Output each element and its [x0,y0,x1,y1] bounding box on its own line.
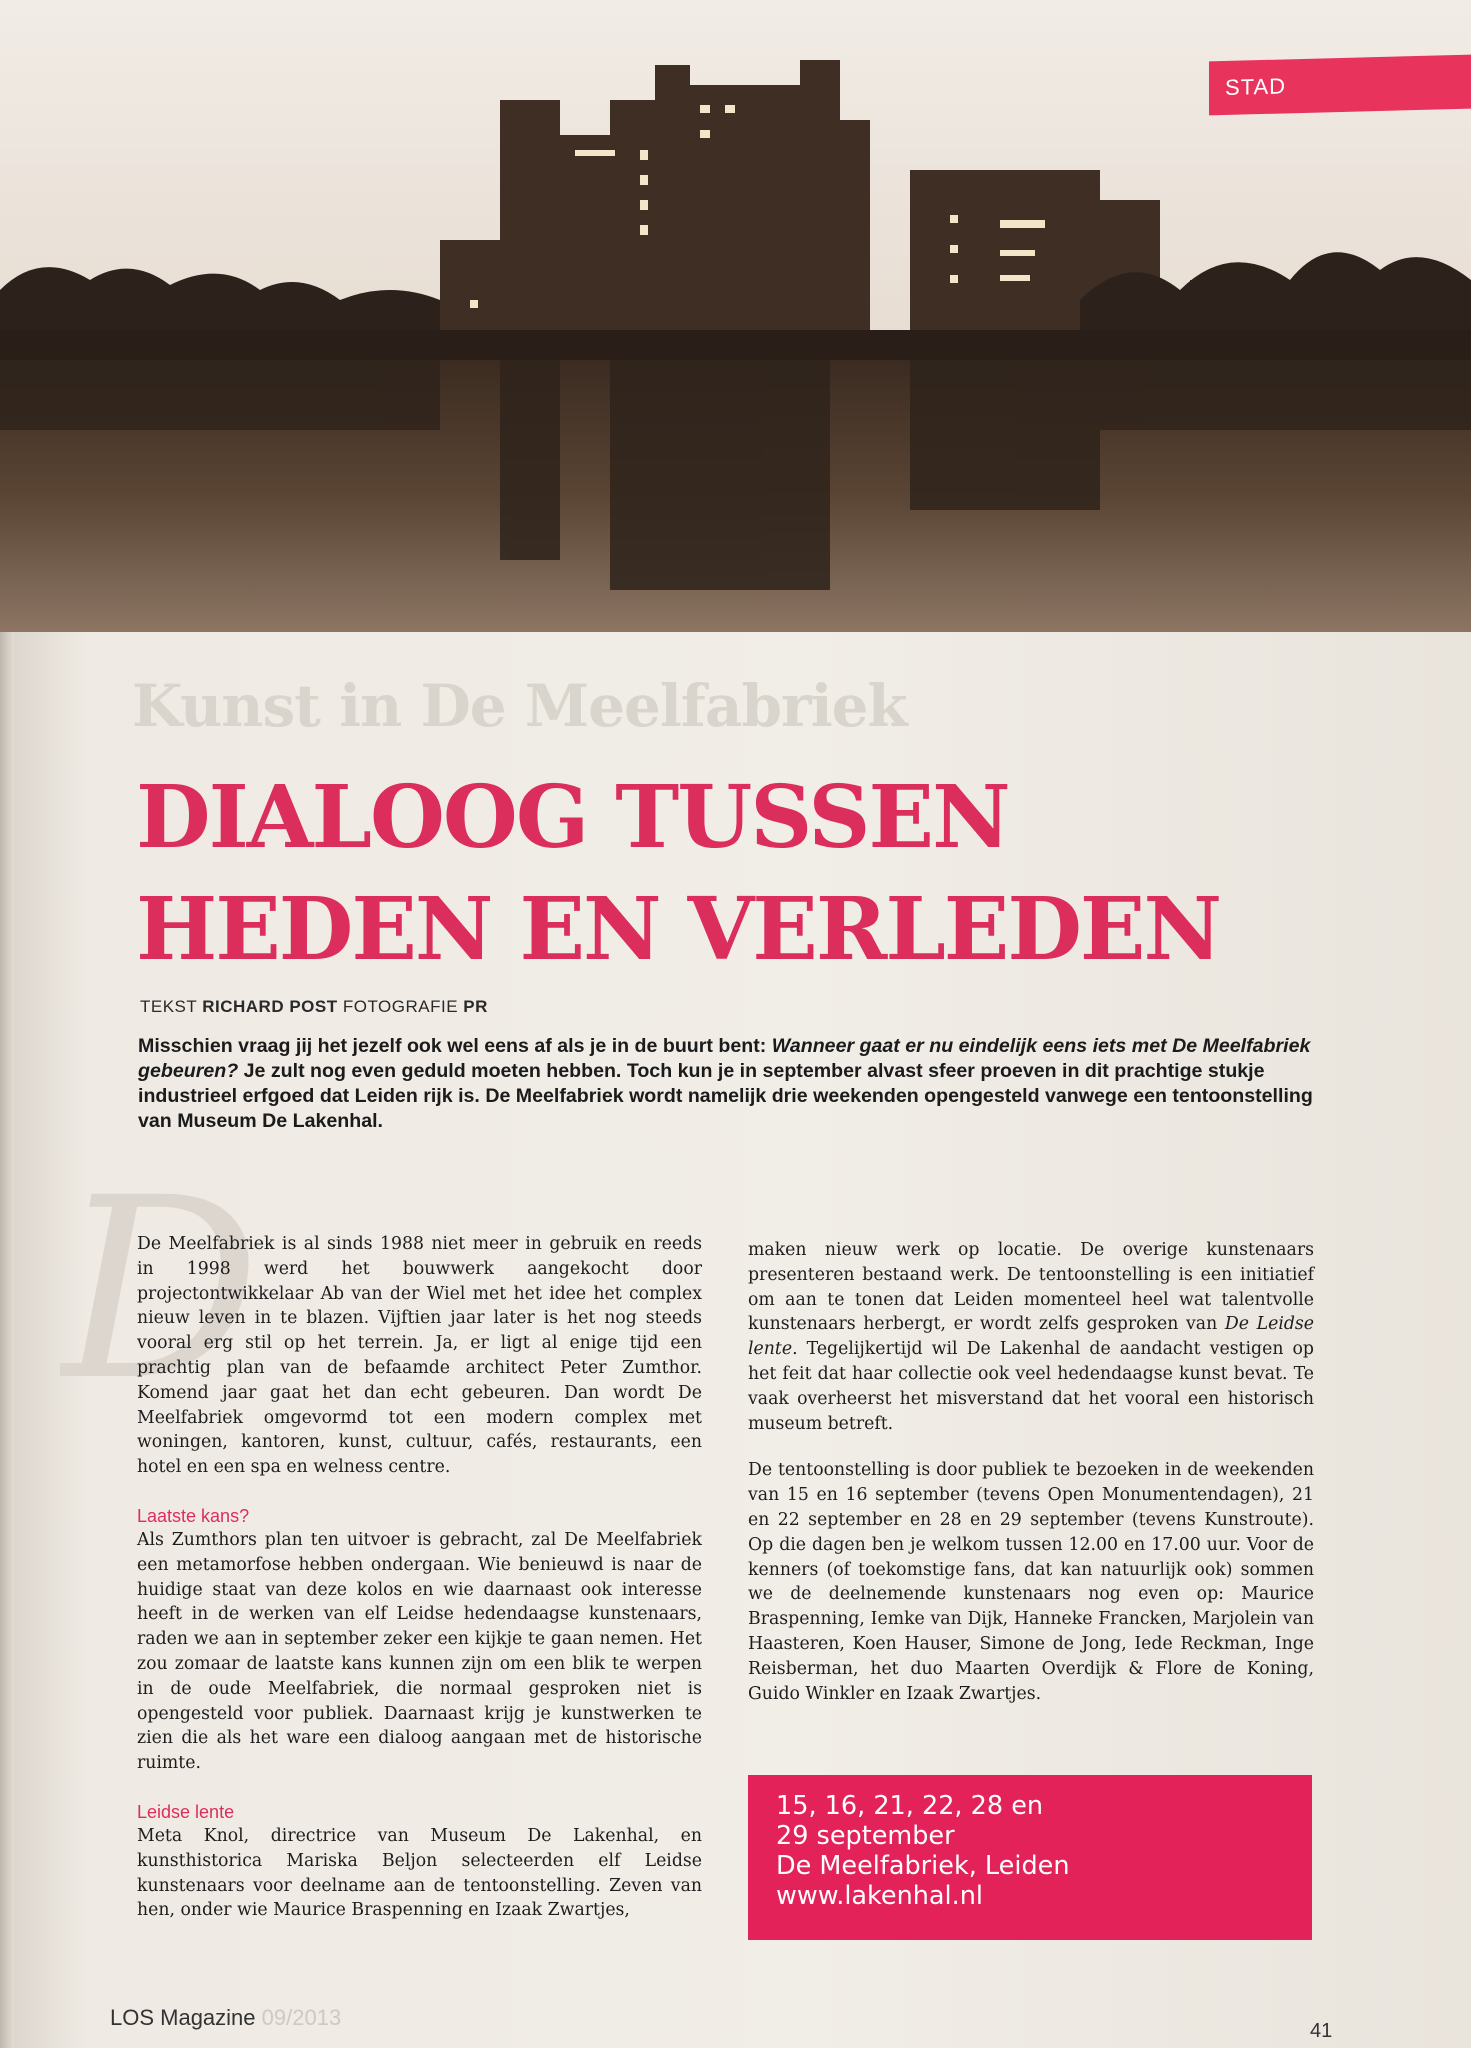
infobox-dates-line-2: 29 september [776,1821,955,1851]
credits-photo-label: FOTOGRAFIE [342,997,459,1016]
headline [136,762,1336,986]
intro-italic: Wanneer gaat er nu eindelijk eens iets met De Meelfabriek gebeuren? [138,1035,1311,1082]
decorative-dropcap: D [60,1160,261,1420]
magazine-footer [110,2005,341,2031]
body-paragraph-3: Meta Knol, directrice van Museum De Lakenhal, en kunsthistorica Mariska Beljon selecteerden elf Leidse kunstenaars voor deelname aan de tentoonstelling. Zeven van hen, onder wie Maurice Braspenning en Izaak Zwartjes, [137,1825,702,1921]
footer-magazine-name: LOS Magazine [110,2005,256,2030]
intro-paragraph [138,1034,1313,1134]
body-paragraph-5: De tentoonstelling is door publiek te bezoeken in de weekenden van 15 en 16 september (tevens Open Monumentendagen), 21 en 22 september en 28 en 29 september (tevens Kunstroute). Op die dagen ben je welkom tussen 12.00 en 17.00 uur. Voor de kenners (of toekomstige fans, dat kan natuurlijk ook) sommen we de deelnemende kunstenaars nog even op: Maurice Braspenning, Iemke van Dijk, Hanneke Francken, Marjolein van Haasteren, Koen Hauser, Simone de Jong, Iede Reckman, Inge Reisberman, het duo Maarten Overdijk & Flore de Koning, Guido Winkler en Izaak Zwartjes. [748,1460,1314,1704]
footer-issue: 09/2013 [261,2005,342,2030]
intro-part-2: Je zult nog even geduld moeten hebben. Toch kun je in september alvast sfeer proeven in dit prachtige stukje industrieel erfgoed dat Leiden rijk is. De Meelfabriek wordt namelijk drie weekenden opengesteld vanwege een tentoonstelling van Museum De Lakenhal. [138,1060,1313,1132]
kicker-title: Kunst in De Meelfabriek [132,672,907,740]
event-info-box [748,1775,1312,1940]
infobox-website-link[interactable]: www.lakenhal.nl [776,1881,983,1911]
body-paragraph-4 [748,1238,1314,1436]
infobox-dates-line-1: 15, 16, 21, 22, 28 en [776,1791,1044,1821]
header-photo [0,0,1471,632]
credits-author: RICHARD POST [202,997,338,1016]
headline-line-2: HEDEN EN VERLEDEN [136,879,1221,980]
page-number: 41 [1310,2020,1333,2042]
body-paragraph-1: De Meelfabriek is al sinds 1988 niet meer in gebruik en reeds in 1998 werd het bouwwerk aangekocht door projectontwikkelaar Ab van der Wiel met het idee het complex nieuw leven in te blazen. Vijftien jaar later is het nog steeds vooral erg stil op het terrein. Ja, er ligt al enige tijd een prachtig plan van de befaamde architect Peter Zumthor. Komend jaar gaat het dan echt gebeuren. Dan wordt De Meelfabriek omgevormd tot een modern complex met woningen, kantoren, kunst, cultuur, cafés, restaurants, een hotel en een spa en welness centre. [137,1234,702,1478]
section-tag: STAD [1209,55,1471,116]
credits-photographer: PR [463,997,488,1016]
body-p4-part-a: maken nieuw werk op locatie. De overige kunstenaars presenteren bestaand werk. De tentoonstelling is een initiatief om aan te tonen dat Leiden momenteel heel wat talentvolle kunstenaars herbergt, er wordt zelfs gesproken van [748,1240,1314,1335]
article-credits [140,997,488,1017]
credits-text-label: TEKST [140,997,197,1016]
headline-line-1: DIALOOG TUSSEN [136,767,1009,868]
subheading-leidse-lente: Leidse lente [137,1801,235,1822]
intro-part-1: Misschien vraag jij het jezelf ook wel eens af als je in de buurt bent: [138,1035,772,1057]
infobox-location: De Meelfabriek, Leiden [776,1851,1070,1881]
body-p4-part-b: . Tegelijkertijd wil De Lakenhal de aandacht vestigen op het feit dat haar collectie ook veel hedendaagse kunst bevat. Te vaak overheerst het misverstand dat het vooral een historisch museum betreft. [748,1339,1314,1434]
body-paragraph-2: Als Zumthors plan ten uitvoer is gebracht, zal De Meelfabriek een metamorfose hebben ondergaan. Wie benieuwd is naar de huidige staat van deze kolos en wie daarnaast ook interesse heeft in de werken van elf Leidse hedendaagse kunstenaars, raden we aan in september zeker een kijkje te gaan nemen. Het zou zomaar de laatste kans kunnen zijn om een blik te werpen in de oude Meelfabriek, die normaal gesproken niet is opengesteld voor publiek. Daarnaast krijg je kunstwerken te zien die als het ware een dialoog aangaan met de historische ruimte. [137,1529,702,1774]
body-p4-italic: De Leidse lente [748,1314,1314,1360]
article-column-right [748,1238,1314,1706]
article-column-left [137,1232,702,1923]
subheading-laatste-kans: Laatste kans? [137,1505,250,1526]
